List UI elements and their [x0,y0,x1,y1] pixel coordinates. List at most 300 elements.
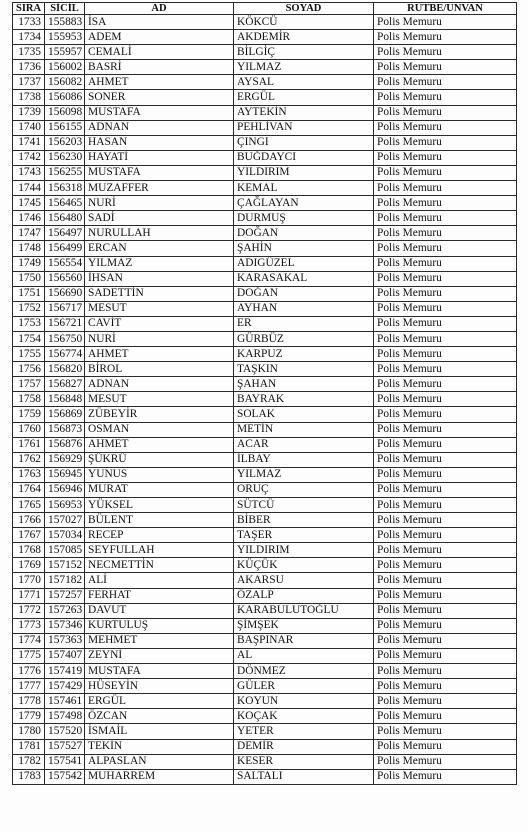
cell-sicil: 156098 [45,105,85,120]
table-row [13,362,517,377]
cell-sicil: 157034 [45,528,85,543]
cell-rutbe: Polis Memuru [374,301,517,316]
cell-sira: 1738 [13,90,45,105]
table-row [13,543,517,558]
cell-ad: RECEP [85,528,234,543]
cell-ad: ADNAN [85,120,234,135]
cell-soyad: BİLGİÇ [234,45,374,60]
personnel-table [12,2,517,785]
cell-soyad: BAYRAK [234,392,374,407]
cell-ad: SONER [85,90,234,105]
cell-ad: OSMAN [85,422,234,437]
cell-soyad: AKDEMİR [234,30,374,45]
cell-sira: 1747 [13,226,45,241]
cell-ad: YÜKSEL [85,498,234,513]
cell-soyad: KARASAKAL [234,271,374,286]
table-row [13,407,517,422]
cell-rutbe: Polis Memuru [374,392,517,407]
cell-sicil: 156820 [45,362,85,377]
cell-ad: CEMALİ [85,45,234,60]
cell-sicil: 157542 [45,769,85,784]
cell-soyad: SALTALI [234,769,374,784]
cell-sicil: 156945 [45,467,85,482]
table-row [13,603,517,618]
cell-soyad: ÖZALP [234,588,374,603]
cell-soyad: SÜTCÜ [234,498,374,513]
cell-rutbe: Polis Memuru [374,15,517,30]
table-row [13,30,517,45]
cell-soyad: ERGÜL [234,90,374,105]
cell-ad: ERCAN [85,241,234,256]
cell-rutbe: Polis Memuru [374,135,517,150]
cell-sira: 1754 [13,331,45,346]
cell-soyad: AYHAN [234,301,374,316]
cell-sicil: 156929 [45,452,85,467]
cell-rutbe: Polis Memuru [374,90,517,105]
cell-ad: BİROL [85,362,234,377]
cell-sira: 1751 [13,286,45,301]
cell-soyad: KÖKCÜ [234,15,374,30]
cell-rutbe: Polis Memuru [374,513,517,528]
cell-soyad: YILMAZ [234,467,374,482]
cell-rutbe: Polis Memuru [374,241,517,256]
cell-sira: 1770 [13,573,45,588]
table-row [13,135,517,150]
table-header [13,3,517,15]
cell-sicil: 156155 [45,120,85,135]
table-row [13,769,517,784]
table-row [13,377,517,392]
table-row [13,45,517,60]
cell-soyad: KEMAL [234,181,374,196]
table-row [13,452,517,467]
cell-sira: 1752 [13,301,45,316]
table-row [13,648,517,663]
cell-sira: 1768 [13,543,45,558]
header-rutbe: RÜTBE/UNVAN [374,3,517,15]
cell-ad: ŞÜKRÜ [85,452,234,467]
cell-soyad: ÇAĞLAYAN [234,196,374,211]
cell-sira: 1755 [13,347,45,362]
cell-soyad: DOĞAN [234,226,374,241]
cell-sicil: 157498 [45,709,85,724]
cell-ad: YILMAZ [85,256,234,271]
cell-rutbe: Polis Memuru [374,679,517,694]
cell-sicil: 157263 [45,603,85,618]
cell-soyad: GÜRBÜZ [234,331,374,346]
cell-sicil: 157541 [45,754,85,769]
table-row [13,120,517,135]
cell-rutbe: Polis Memuru [374,60,517,75]
cell-sicil: 157461 [45,694,85,709]
cell-soyad: AYTEKİN [234,105,374,120]
cell-ad: ERGÜL [85,694,234,709]
header-soyad: SOYAD [234,3,374,15]
cell-sicil: 156946 [45,482,85,497]
cell-ad: ALİ [85,573,234,588]
cell-sicil: 156230 [45,150,85,165]
cell-sira: 1765 [13,498,45,513]
header-ad: AD [85,3,234,15]
cell-sicil: 157407 [45,648,85,663]
cell-rutbe: Polis Memuru [374,120,517,135]
cell-ad: NURULLAH [85,226,234,241]
cell-sira: 1766 [13,513,45,528]
cell-sicil: 156774 [45,347,85,362]
table-row [13,286,517,301]
cell-sicil: 156554 [45,256,85,271]
cell-rutbe: Polis Memuru [374,165,517,180]
cell-rutbe: Polis Memuru [374,482,517,497]
table-row [13,181,517,196]
cell-sicil: 156717 [45,301,85,316]
cell-ad: ALPASLAN [85,754,234,769]
table-row [13,422,517,437]
cell-ad: İHSAN [85,271,234,286]
cell-sicil: 156876 [45,437,85,452]
cell-soyad: ER [234,316,374,331]
cell-sicil: 156848 [45,392,85,407]
cell-soyad: PEHLİVAN [234,120,374,135]
cell-sicil: 156082 [45,75,85,90]
cell-sira: 1767 [13,528,45,543]
cell-soyad: DURMUŞ [234,211,374,226]
table-row [13,724,517,739]
cell-soyad: KESER [234,754,374,769]
cell-soyad: TAŞER [234,528,374,543]
cell-sira: 1743 [13,165,45,180]
cell-rutbe: Polis Memuru [374,347,517,362]
cell-rutbe: Polis Memuru [374,588,517,603]
cell-sicil: 156203 [45,135,85,150]
cell-sicil: 156869 [45,407,85,422]
cell-soyad: GÜLER [234,679,374,694]
cell-soyad: BUĞDAYCI [234,150,374,165]
cell-sicil: 157429 [45,679,85,694]
cell-rutbe: Polis Memuru [374,709,517,724]
cell-sicil: 156827 [45,377,85,392]
cell-sicil: 157363 [45,633,85,648]
cell-ad: MEHMET [85,633,234,648]
cell-sicil: 157152 [45,558,85,573]
table-row [13,694,517,709]
cell-sicil: 155953 [45,30,85,45]
cell-ad: BASRİ [85,60,234,75]
table-body [13,15,517,785]
header-sira: SIRA [13,3,45,15]
cell-sira: 1741 [13,135,45,150]
cell-ad: HÜSEYİN [85,679,234,694]
cell-sicil: 157085 [45,543,85,558]
cell-sira: 1759 [13,407,45,422]
cell-sira: 1737 [13,75,45,90]
table-row [13,60,517,75]
cell-ad: ADEM [85,30,234,45]
cell-rutbe: Polis Memuru [374,196,517,211]
cell-rutbe: Polis Memuru [374,724,517,739]
cell-ad: MURAT [85,482,234,497]
cell-soyad: AL [234,648,374,663]
cell-sira: 1772 [13,603,45,618]
cell-rutbe: Polis Memuru [374,105,517,120]
cell-sicil: 156497 [45,226,85,241]
cell-rutbe: Polis Memuru [374,754,517,769]
cell-soyad: ŞAHAN [234,377,374,392]
cell-sira: 1739 [13,105,45,120]
cell-sira: 1757 [13,377,45,392]
table-row [13,331,517,346]
cell-soyad: ACAR [234,437,374,452]
table-row [13,573,517,588]
cell-sicil: 155957 [45,45,85,60]
cell-ad: AHMET [85,437,234,452]
cell-rutbe: Polis Memuru [374,226,517,241]
cell-rutbe: Polis Memuru [374,271,517,286]
cell-soyad: KOÇAK [234,709,374,724]
cell-soyad: DOĞAN [234,286,374,301]
cell-ad: DAVUT [85,603,234,618]
cell-sira: 1750 [13,271,45,286]
table-row [13,437,517,452]
table-row [13,513,517,528]
cell-soyad: KÜÇÜK [234,558,374,573]
cell-ad: NECMETTİN [85,558,234,573]
cell-sira: 1735 [13,45,45,60]
cell-ad: MUZAFFER [85,181,234,196]
cell-ad: ZÜBEYİR [85,407,234,422]
cell-sicil: 156873 [45,422,85,437]
cell-sira: 1775 [13,648,45,663]
cell-rutbe: Polis Memuru [374,150,517,165]
cell-sira: 1758 [13,392,45,407]
cell-rutbe: Polis Memuru [374,75,517,90]
cell-sira: 1779 [13,709,45,724]
table-row [13,75,517,90]
cell-ad: MUHARREM [85,769,234,784]
cell-soyad: ŞAHİN [234,241,374,256]
cell-soyad: KARPUZ [234,347,374,362]
cell-sira: 1781 [13,739,45,754]
cell-rutbe: Polis Memuru [374,211,517,226]
cell-soyad: BİBER [234,513,374,528]
table-row [13,709,517,724]
cell-soyad: KARABULUTOĞLU [234,603,374,618]
cell-sicil: 156721 [45,316,85,331]
cell-soyad: METİN [234,422,374,437]
cell-sicil: 157520 [45,724,85,739]
cell-ad: MUSTAFA [85,165,234,180]
cell-soyad: YILDIRIM [234,543,374,558]
cell-ad: HAYATİ [85,150,234,165]
cell-soyad: YILDIRIM [234,165,374,180]
cell-rutbe: Polis Memuru [374,573,517,588]
table-row [13,105,517,120]
table-row [13,150,517,165]
table-row [13,241,517,256]
cell-soyad: ORUÇ [234,482,374,497]
cell-sira: 1748 [13,241,45,256]
table-row [13,256,517,271]
cell-ad: İSA [85,15,234,30]
cell-rutbe: Polis Memuru [374,362,517,377]
cell-rutbe: Polis Memuru [374,694,517,709]
cell-rutbe: Polis Memuru [374,181,517,196]
cell-rutbe: Polis Memuru [374,664,517,679]
cell-sicil: 155883 [45,15,85,30]
cell-soyad: İLBAY [234,452,374,467]
cell-sicil: 156318 [45,181,85,196]
cell-rutbe: Polis Memuru [374,45,517,60]
cell-sira: 1780 [13,724,45,739]
cell-rutbe: Polis Memuru [374,633,517,648]
cell-sira: 1763 [13,467,45,482]
cell-rutbe: Polis Memuru [374,286,517,301]
cell-rutbe: Polis Memuru [374,739,517,754]
cell-rutbe: Polis Memuru [374,377,517,392]
cell-ad: AHMET [85,347,234,362]
cell-rutbe: Polis Memuru [374,256,517,271]
cell-ad: YUNUS [85,467,234,482]
cell-ad: SADİ [85,211,234,226]
cell-sira: 1761 [13,437,45,452]
cell-sicil: 156690 [45,286,85,301]
cell-sira: 1756 [13,362,45,377]
cell-soyad: YETER [234,724,374,739]
cell-soyad: DÖNMEZ [234,664,374,679]
table-row [13,633,517,648]
cell-rutbe: Polis Memuru [374,437,517,452]
table-row [13,347,517,362]
cell-rutbe: Polis Memuru [374,618,517,633]
cell-rutbe: Polis Memuru [374,543,517,558]
cell-rutbe: Polis Memuru [374,603,517,618]
cell-rutbe: Polis Memuru [374,648,517,663]
cell-ad: NURİ [85,196,234,211]
cell-rutbe: Polis Memuru [374,558,517,573]
cell-sira: 1742 [13,150,45,165]
cell-soyad: BAŞPINAR [234,633,374,648]
cell-sira: 1778 [13,694,45,709]
table-row [13,679,517,694]
cell-sira: 1733 [13,15,45,30]
cell-sira: 1769 [13,558,45,573]
cell-ad: MESUT [85,392,234,407]
cell-sira: 1783 [13,769,45,784]
table-row [13,739,517,754]
table-row [13,165,517,180]
table-row [13,316,517,331]
cell-sicil: 156465 [45,196,85,211]
cell-rutbe: Polis Memuru [374,498,517,513]
cell-ad: BÜLENT [85,513,234,528]
cell-ad: ADNAN [85,377,234,392]
cell-rutbe: Polis Memuru [374,316,517,331]
cell-ad: AHMET [85,75,234,90]
table-row [13,498,517,513]
cell-sicil: 157027 [45,513,85,528]
table-row [13,754,517,769]
cell-sira: 1764 [13,482,45,497]
cell-ad: HASAN [85,135,234,150]
cell-sira: 1777 [13,679,45,694]
cell-ad: FERHAT [85,588,234,603]
cell-sicil: 157257 [45,588,85,603]
cell-soyad: KOYUN [234,694,374,709]
cell-sicil: 157346 [45,618,85,633]
cell-sira: 1744 [13,181,45,196]
table-row [13,482,517,497]
cell-ad: ÖZCAN [85,709,234,724]
table-row [13,211,517,226]
cell-ad: İSMAİL [85,724,234,739]
table-row [13,558,517,573]
cell-ad: CAVİT [85,316,234,331]
table-row [13,15,517,30]
table-row [13,90,517,105]
cell-sira: 1734 [13,30,45,45]
table-row [13,528,517,543]
cell-sira: 1746 [13,211,45,226]
cell-rutbe: Polis Memuru [374,528,517,543]
table-row [13,301,517,316]
cell-sicil: 156255 [45,165,85,180]
cell-sicil: 156480 [45,211,85,226]
cell-sicil: 156499 [45,241,85,256]
table-row [13,588,517,603]
cell-sira: 1745 [13,196,45,211]
table-row [13,226,517,241]
cell-ad: MESUT [85,301,234,316]
cell-soyad: YILMAZ [234,60,374,75]
cell-ad: SADETTİN [85,286,234,301]
cell-ad: SEYFULLAH [85,543,234,558]
cell-soyad: ŞİMŞEK [234,618,374,633]
cell-sicil: 156560 [45,271,85,286]
cell-sira: 1773 [13,618,45,633]
cell-rutbe: Polis Memuru [374,467,517,482]
table-row [13,618,517,633]
cell-soyad: SOLAK [234,407,374,422]
cell-sira: 1776 [13,664,45,679]
cell-sira: 1762 [13,452,45,467]
cell-ad: TEKİN [85,739,234,754]
cell-sira: 1760 [13,422,45,437]
cell-ad: ZEYNİ [85,648,234,663]
cell-ad: NURİ [85,331,234,346]
cell-sira: 1753 [13,316,45,331]
cell-sicil: 157419 [45,664,85,679]
cell-sira: 1774 [13,633,45,648]
table-row [13,664,517,679]
table-row [13,467,517,482]
cell-ad: MUSTAFA [85,664,234,679]
cell-sira: 1749 [13,256,45,271]
cell-sicil: 156086 [45,90,85,105]
cell-soyad: TAŞKIN [234,362,374,377]
cell-rutbe: Polis Memuru [374,30,517,45]
cell-soyad: ÇINGI [234,135,374,150]
cell-soyad: ADIGÜZEL [234,256,374,271]
cell-sicil: 156953 [45,498,85,513]
cell-sira: 1782 [13,754,45,769]
cell-rutbe: Polis Memuru [374,422,517,437]
table-row [13,392,517,407]
table-row [13,196,517,211]
cell-sicil: 157182 [45,573,85,588]
cell-soyad: DEMİR [234,739,374,754]
cell-soyad: AYSAL [234,75,374,90]
header-sicil: SİCİL [45,3,85,15]
